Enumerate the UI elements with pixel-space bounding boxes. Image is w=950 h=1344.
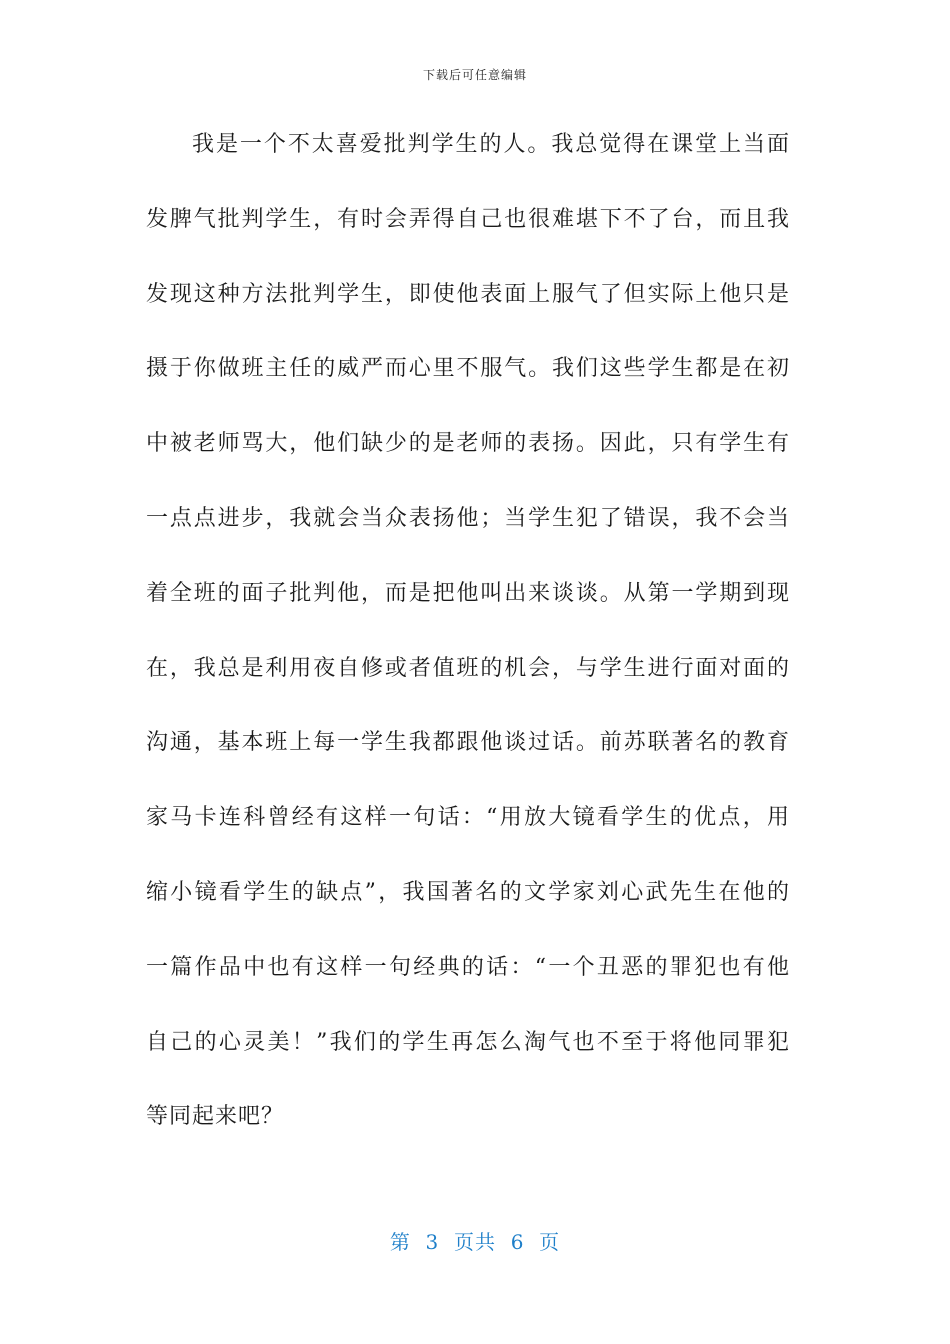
text-line-3: 发现这种方法批判学生，即使他表面上服气了但实际上他只是 — [146, 281, 790, 307]
text-line-9: 沟通，基本班上每一学生我都跟他谈过话。前苏联著名的教育 — [146, 730, 790, 756]
text-line-11: 缩小镜看学生的缺点”，我国著名的文学家刘心武先生在他的 — [146, 879, 790, 905]
text-line-12: 一篇作品中也有这样一句经典的话：“一个丑恶的罪犯也有他 — [146, 954, 790, 980]
text-line-14: 等同起来吧？ — [146, 1104, 285, 1130]
body-paragraph — [146, 119, 790, 1166]
text-line-4: 摄于你做班主任的威严而心里不服气。我们这些学生都是在初 — [146, 356, 790, 382]
text-line-2: 发脾气批判学生，有时会弄得自己也很难堪下不了台，而且我 — [146, 206, 790, 232]
text-line-6: 一点点进步，我就会当众表扬他；当学生犯了错误，我不会当 — [146, 505, 790, 531]
text-line-5: 中被老师骂大，他们缺少的是老师的表扬。因此，只有学生有 — [146, 431, 790, 457]
text-line-7: 着全班的面子批判他，而是把他叫出来谈谈。从第一学期到现 — [146, 580, 790, 606]
page-number-text: 第 3 页共 6 页 — [389, 1230, 561, 1254]
page-header: 下载后可任意编辑 — [422, 68, 527, 82]
text-line-1: 我是一个不太喜爱批判学生的人。我总觉得在课堂上当面 — [192, 132, 790, 157]
text-line-10: 家马卡连科曾经有这样一句话：“用放大镜看学生的优点，用 — [146, 805, 790, 831]
text-line-8: 在，我总是利用夜自修或者值班的机会，与学生进行面对面的 — [146, 655, 790, 681]
page-footer — [0, 1226, 950, 1255]
text-line-13: 自己的心灵美！”我们的学生再怎么淘气也不至于将他同罪犯 — [146, 1029, 790, 1055]
